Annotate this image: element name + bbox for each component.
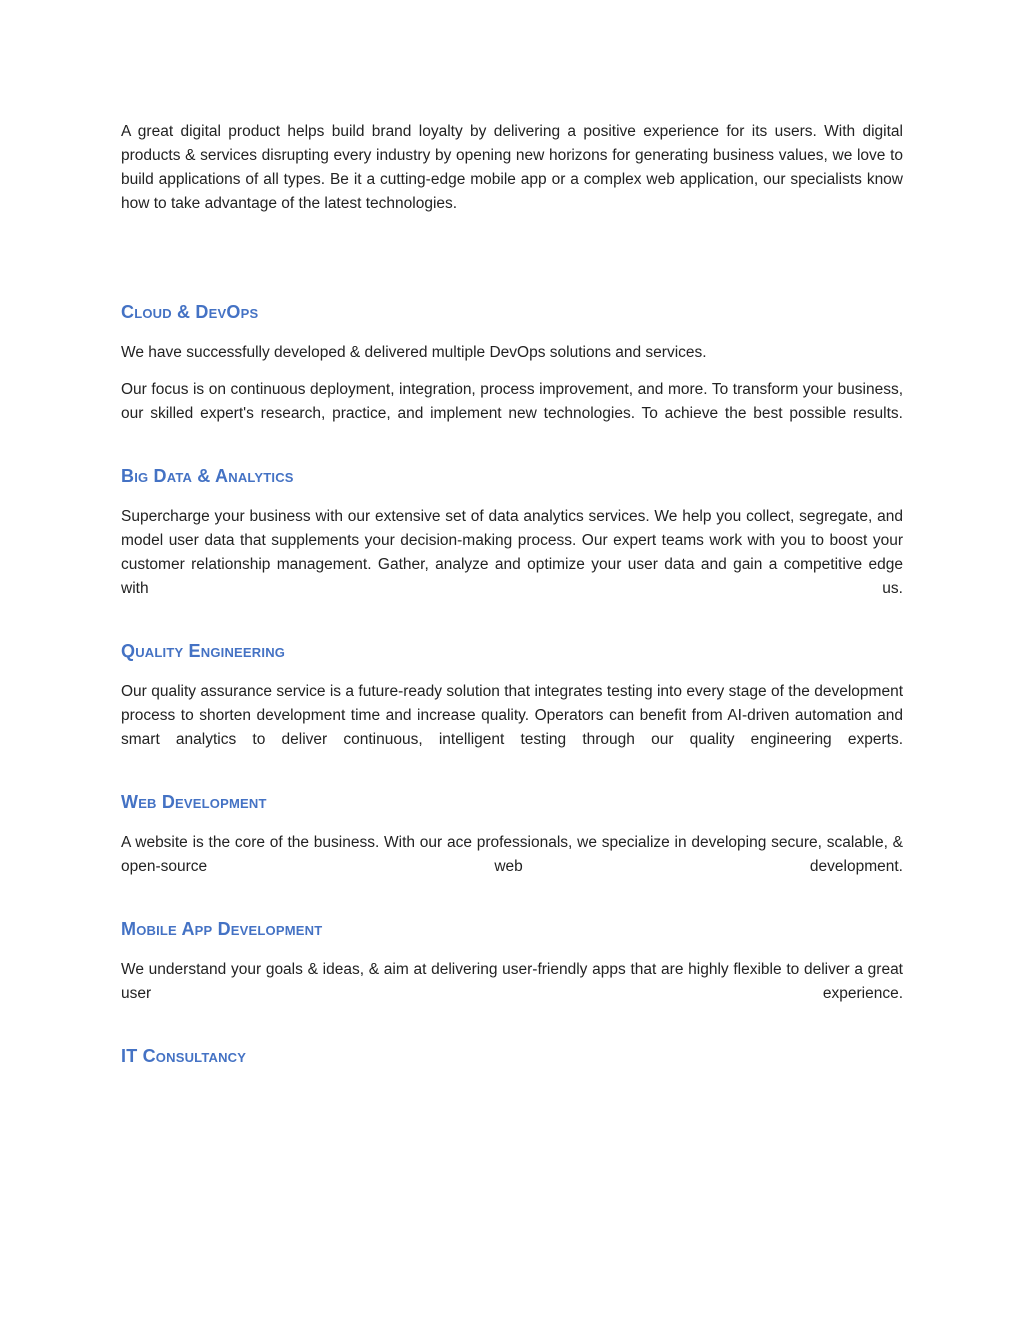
section-title: Mobile App Development [121,919,323,939]
section-quality-engineering [121,639,903,752]
section-it-consultancy [121,1044,903,1068]
section-mobile-app-development [121,917,903,1006]
section-title: IT Consultancy [121,1046,247,1066]
intro-paragraph: A great digital product helps build brand loyalty by delivering a positive experience for its users. With digital products & services disrupting every industry by opening new horizons for generating business values, we love to build applications of all types. Be it a cutting-edge mobile app or a complex web application, our specialists know how to take advantage of the latest technologies. [121,123,903,212]
section-web-development [121,790,903,879]
section-paragraph: We have successfully developed & delivered multiple DevOps solutions and services. [121,344,707,361]
section-cloud-devops [121,300,903,426]
document-page [121,120,903,1106]
section-title: Quality Engineering [121,641,286,661]
section-big-data-analytics [121,464,903,601]
section-title: Cloud & DevOps [121,302,259,322]
section-paragraph: Our quality assurance service is a future-ready solution that integrates testing into every stage of the development process to shorten development time and increase quality. Operators can benefit from AI-driven automation and smart analytics to deliver continuous, intelligent testing through our quality engineering experts. [121,683,903,748]
section-title: Big Data & Analytics [121,466,294,486]
section-title: Web Development [121,792,267,812]
section-paragraph: A website is the core of the business. With our ace professionals, we specialize in developing secure, scalable, & open-source web development. [121,834,903,875]
section-paragraph: Our focus is on continuous deployment, integration, process improvement, and more. To transform your business, our skilled expert's research, practice, and implement new technologies. To achieve the best possible results. [121,381,903,422]
section-paragraph: We understand your goals & ideas, & aim at delivering user-friendly apps that are highly flexible to deliver a great user experience. [121,961,903,1002]
section-paragraph: Supercharge your business with our extensive set of data analytics services. We help you collect, segregate, and model user data that supplements your decision-making process. Our expert teams work with you to boost your customer relationship management. Gather, analyze and optimize your user data and gain a competitive edge with us. [121,508,903,597]
